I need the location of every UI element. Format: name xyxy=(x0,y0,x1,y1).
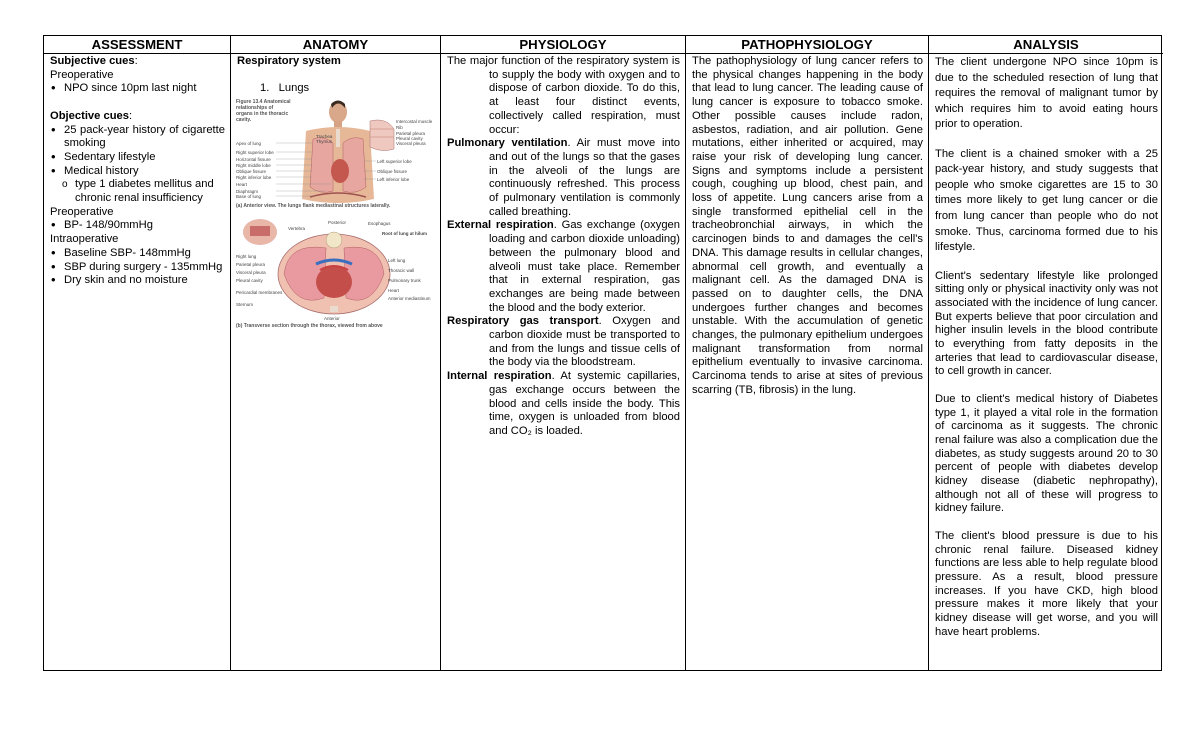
care-plan-table xyxy=(43,35,1162,671)
thoracic-anterior-figure: Figure 13.4 Anatomical relationships of organs in the thoracic cavity. Trachea Thymus Apex of lung Right superior lobe Horizontal fissure Right middle lobe Oblique fissure Right inferior lobe Heart Diaphragm Base of lung Intercostal muscle Rib Parietal pleura Pleural cavity Visceral pleura Left superior lobe Oblique fissure Left inferior lobe (a) Anterior view. The lungs flank mediastinal structures laterally. xyxy=(236,99,432,214)
anatomy-cell: Respiratory system 1. Lungs Figure 13.4 Anatomical relationships of organs in the thoracic cavity. Trachea Thymus Apex of lung Right superior lobe Horizontal fissure Right middle lobe Oblique fissure Right inferior lobe Heart Diaphragm Base of lung Intercostal muscle Rib Parietal pleura Pleural cavity Visceral pleura Left superior lobe Oblique fissure Left inferior lobe (a) Anterior view. The lungs flank mediastinal structures laterally. Posterior Vertebra Esophagus Root of lung at hilum Right lung Parietal pleura Visceral pleura Pleural cavity Pericardial membranes Sternum Anterior Left lung Thoracic wall Pulmonary trunk Heart Anterior mediastinum (b) Transverse section through the thorax, viewed from above xyxy=(231,54,440,670)
analysis-cell xyxy=(929,54,1163,670)
physiology-item: External respiration. Gas exchange (oxygen loading and carbon dioxide unloading) between the pulmonary blood and alveoli must take place. Remember that in external respiration, gas exchanges are being made between the blood and the body exterior. xyxy=(447,219,680,314)
header-anatomy: ANATOMY xyxy=(231,36,440,54)
analysis-paragraph: Client's sedentary lifestyle like prolonged sitting only or physical inactivity only was not associated with the incidence of lung cancer. But experts believe that poor circulation and higher insulin levels in the blood contribute to everything from fatty deposits in the arteries that lead to cardiovascular disease, to cell growth in cancer. xyxy=(935,269,1158,378)
obj-smoking: • 25 pack-year history of cigarette smoking xyxy=(50,124,225,151)
preop-label-2: Preoperative xyxy=(50,205,114,218)
skin-item: • Dry skin and no moisture xyxy=(50,274,225,288)
anatomy-item: Lungs xyxy=(278,81,310,94)
thoracic-transverse-figure: Posterior Vertebra Esophagus Root of lung at hilum Right lung Parietal pleura Visceral pleura Pleural cavity Pericardial membranes Sternum Anterior Left lung Thoracic wall Pulmonary trunk Heart Anterior mediastinum (b) Transverse section through the thorax, viewed from above xyxy=(236,218,432,338)
header-analysis: ANALYSIS xyxy=(929,36,1163,54)
pathophysiology-cell xyxy=(686,54,928,670)
physiology-intro: The major function of the respiratory system is to supply the body with oxygen and to dispose of carbon dioxide. To do this, at least four distinct events, collectively called respiration, must occur: xyxy=(447,55,680,136)
physiology-item: Internal respiration. At systemic capillaries, gas exchange occurs between the blood and cells inside the body. This time, oxygen is unloaded from blood and CO₂ is loaded. xyxy=(447,370,680,437)
assessment-column xyxy=(44,36,231,670)
analysis-column xyxy=(929,36,1163,670)
header-physiology: PHYSIOLOGY xyxy=(441,36,685,54)
pathophysiology-text: The pathophysiology of lung cancer refers to the physical changes happening in the body that lead to lung cancer. The leading cause of lung cancer is exposure to tobacco smoke. Other possible causes include radon, asbestos, radiation, and air pollution. Gene mutations, either inherited or acquired, may raise your risk of developing lung cancer. Signs and symptoms include a persistent cough, coughing up blood, chest pain, and loss of appetite. Lung cancers arise from a single transformed epithelial cell in the tracheobronchial airways, in which the carcinogen binds to and damages the cell's DNA. This damage results in cellular changes, abnormal cell growth, and eventually a malignant cell. As the damaged DNA is passed on to daughter cells, the DNA undergoes further changes and becomes unstable. With the accumulation of genetic changes, the pulmonary epithelium undergoes malignant transformation from normal epithelium eventually to invasive carcinoma. Carcinoma tends to arise at sites of previous scarring (TB, fibrosis) in the lung. xyxy=(692,55,923,396)
header-assessment: ASSESSMENT xyxy=(44,36,230,54)
obj-history-detail: o type 1 diabetes mellitus and chronic renal insufficiency xyxy=(50,178,225,205)
analysis-paragraph: The client is a chained smoker with a 25 pack-year history, and study suggests that people who smoke cigarettes are 15 to 30 times more likely to get lung cancer or die from lung cancer than people who do not smoke. Thus, carcinoma formed due to his lifestyle. xyxy=(935,147,1158,254)
pathophysiology-column xyxy=(686,36,929,670)
bp-item: • BP- 148/90mmHg xyxy=(50,219,225,233)
obj-sedentary: • Sedentary lifestyle xyxy=(50,151,225,165)
physiology-item: Respiratory gas transport. Oxygen and carbon dioxide must be transported to and from the lungs and tissue cells of the body via the bloodstream. xyxy=(447,315,681,369)
analysis-paragraph: Due to client's medical history of Diabetes type 1, it played a vital role in the formation of carcinoma as it suggests. The chronic renal failure was also a complication due the diabetes, as study suggests around 20 to 30 percent of people with diabetes develop kidney disease (diabetic nephropathy), although not all of these will progress to kidney failure. xyxy=(935,392,1158,515)
sbp-baseline: • Baseline SBP- 148mmHg xyxy=(50,247,225,261)
subjective-title: Subjective cues xyxy=(50,55,135,67)
assessment-cell: Subjective cues: Preoperative • NPO since 10pm last night Objective cues: • 25 pack-year history of cigarette smoking • Sedentary lifestyle • Medical history o type 1 diabetes mellitus and chronic renal insufficiency Preoperative • BP- 148/90mmHg Intraoperative • Baseline SBP- 148mmHg • SBP during surgery - 135mmHg • Dry skin and no moisture xyxy=(44,54,230,670)
analysis-paragraph: The client's blood pressure is due to his chronic renal failure. Diseased kidney functions are less able to help regulate blood pressure. As a result, blood pressure increases. If you have CKD, high blood pressure makes it more likely that your kidney disease will get worse, and you will have heart problems. xyxy=(935,529,1158,638)
physiology-column xyxy=(441,36,686,670)
npo-item: • NPO since 10pm last night xyxy=(50,82,225,96)
analysis-paragraph: The client undergone NPO since 10pm is due to the scheduled resection of lung that requires the removal of malignant tumor by which requires him to avoid eating hours prior to operation. xyxy=(935,56,1158,131)
objective-title: Objective cues xyxy=(50,109,129,122)
anatomy-title: Respiratory system xyxy=(237,55,341,67)
physiology-cell xyxy=(441,54,685,670)
anatomy-column xyxy=(231,36,441,670)
physiology-item: Pulmonary ventilation. Air must move into and out of the lungs so that the gases in the alveoli of the lungs are continuously refreshed. This process of pulmonary ventilation is commonly called breathing. xyxy=(447,137,680,218)
sbp-surgery: • SBP during surgery - 135mmHg xyxy=(50,261,225,275)
obj-history: • Medical history xyxy=(50,165,225,179)
header-pathophysiology: PATHOPHYSIOLOGY xyxy=(686,36,928,54)
intraop-label: Intraoperative xyxy=(50,233,119,246)
preop-label-1: Preoperative xyxy=(50,68,114,81)
